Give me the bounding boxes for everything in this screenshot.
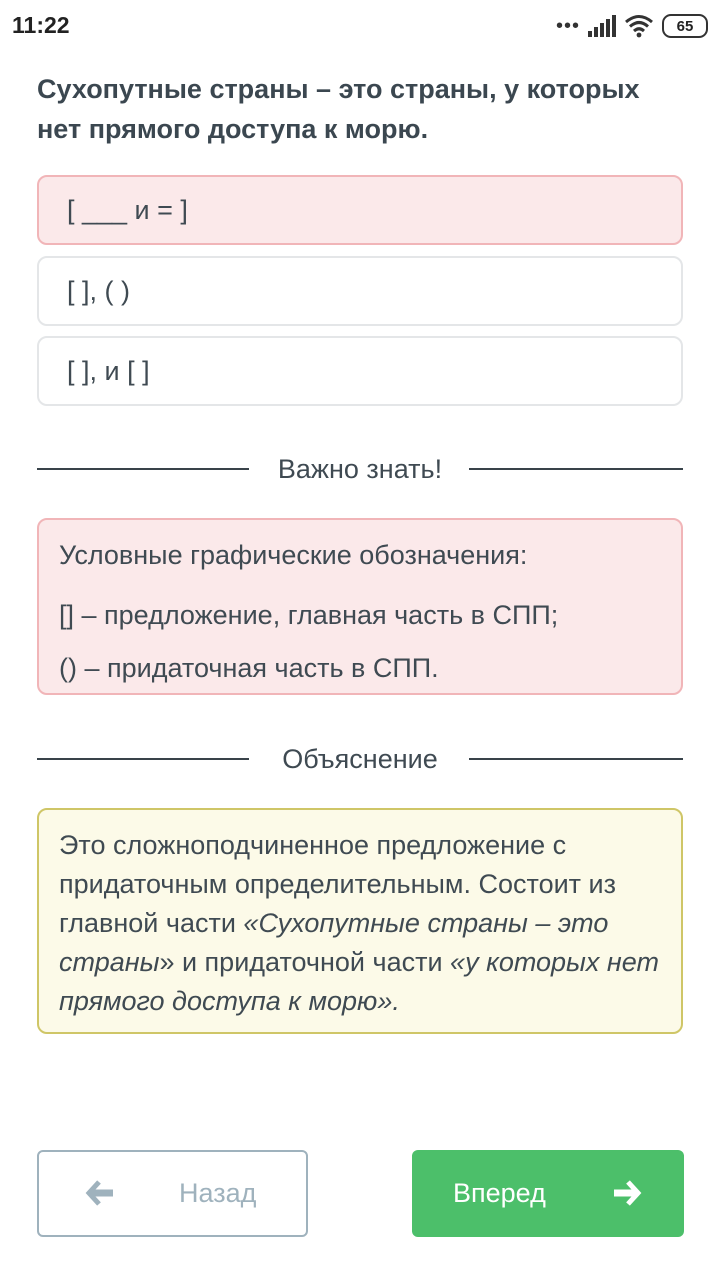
explanation-text: Это сложноподчиненное предложение с придаточным определительным. Состоит из главной части [59,830,617,938]
answer-option-1[interactable] [37,175,683,245]
signal-icon [588,15,616,37]
scrolled-text-fragment [40,40,400,48]
answer-option-3[interactable] [37,336,683,406]
next-button-label: Вперед [453,1178,546,1208]
divider-line-right [469,758,683,760]
wifi-icon [624,14,654,38]
answer-option-label: [ ___ и = ] [67,194,188,225]
next-button[interactable] [412,1150,684,1237]
explanation-quote-subordinate-clause: «у которых нет прямого доступа к морю». [59,947,659,1016]
important-divider [37,449,683,489]
arrow-right-icon [612,1178,642,1208]
answer-option-label: [ ], ( ) [67,275,130,306]
explanation-divider [37,739,683,779]
note-line: Условные графические обозначения: [59,540,528,570]
more-dots-icon: ••• [555,15,580,37]
status-time: 11:22 [12,12,70,38]
explanation-box [37,808,683,1034]
explanation-heading: Объяснение [282,744,438,774]
explanation-text: » и придаточной части [159,947,451,977]
battery-level: 65 [676,17,694,35]
important-note-box [37,518,683,695]
divider-line-right [469,468,683,470]
back-button-label: Назад [179,1178,257,1208]
status-icons [556,12,708,40]
note-line: [] – предложение, главная часть в СПП; [59,600,559,630]
battery-icon [662,14,708,38]
note-line: () – придаточная часть в СПП. [59,653,439,683]
arrow-left-icon [85,1178,115,1208]
explanation-quote-main-clause: «Сухопутные страны – это страны [59,908,609,977]
answer-option-label: [ ], и [ ] [67,355,150,386]
question-text: Сухопутные страны – это страны, у которых нет прямого доступа к морю. [37,74,640,144]
answer-option-2[interactable] [37,256,683,326]
back-button[interactable] [37,1150,308,1237]
important-heading: Важно знать! [277,454,443,484]
